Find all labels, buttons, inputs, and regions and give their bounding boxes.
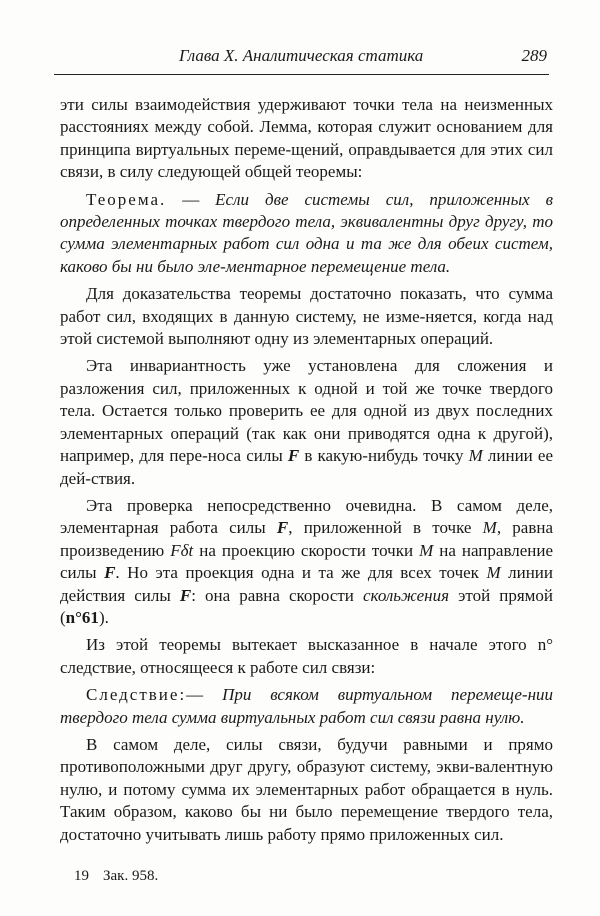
paragraph-intro: эти силы взаимодействия удерживают точки тела на неизменных расстояниях между собой. Лемма, которая служит основанием для принципа виртуальных переме-щений, оправдывается для этих сил связи, в силу следующей общей теоремы: (60, 95, 553, 182)
running-title: Глава X. Аналитическая статика (179, 46, 424, 65)
theorem-label: Теорема. (86, 189, 167, 209)
paragraph-proof-outline: Для доказательства теоремы достаточно показать, что сумма работ сил, входящих в данную систему, не изме-няется, когда над этой системой выполняют одну из элементарных операций. (60, 284, 553, 349)
order-number: Зак. 958. (103, 868, 159, 884)
page-body (60, 94, 553, 846)
section-reference: n°61 (65, 607, 99, 627)
paragraph-verification: Эта проверка непосредственно очевидна. В самом деле, элементарная работа силы F, приложенной в точке M, равна произведению Fδt на проекцию скорости точки M на направление силы F. Но эта проекция одна и та же для всех точек M линии действия силы F: она равна скорости скольжения этой прямой (n°61). (60, 495, 554, 627)
corollary: Следствие:— При всяком виртуальном перемеще-нии твердого тела сумма виртуальных работ сил связи равна нулю. (60, 685, 554, 727)
theorem-statement: Если две системы сил, приложенных в определенных точках твердого тела, эквивалентны друг другу, то сумма элементарных работ сил одна и та же для обеих систем, каково бы ни было эле-ментарное перемещение тела. (60, 189, 553, 276)
running-header (54, 46, 549, 75)
sheet-number: 19 (74, 868, 89, 884)
paragraph-invariance: Эта инвариантность уже установлена для сложения и разложения сил, приложенных к одной и той же точке твердого тела. Остается только проверить ее для одной из двух последних элементарных операций (так как они приводятся одна к другой), например, для пере-носа силы F в какую-нибудь точку M линии ее дей-ствия. (60, 356, 553, 488)
page-number: 289 (521, 46, 547, 65)
theorem: Теорема. — Если две системы сил, приложенных в определенных точках твердого тела, эквивалентны друг другу, то сумма элементарных работ сил одна и та же для обеих систем, каково бы ни было эле-ментарное перемещение тела. (60, 189, 553, 276)
paragraph-consequence-intro: Из этой теоремы вытекает высказанное в начале этого n° следствие, относящееся к работе сил связи: (60, 635, 553, 677)
printer-footer (74, 868, 158, 885)
corollary-statement: При всяком виртуальном перемеще-нии твердого тела сумма виртуальных работ сил связи равна нулю. (60, 685, 554, 727)
paragraph-conclusion: В самом деле, силы связи, будучи равными и прямо противоположными друг другу, образуют систему, экви-валентную нулю, и потому сумма их элементарных работ обращается в нуль. Таким образом, каково бы ни было перемещение твердого тела, достаточно учитывать лишь работу прямо приложенных сил. (60, 734, 553, 844)
corollary-label: Следствие: (86, 685, 187, 705)
